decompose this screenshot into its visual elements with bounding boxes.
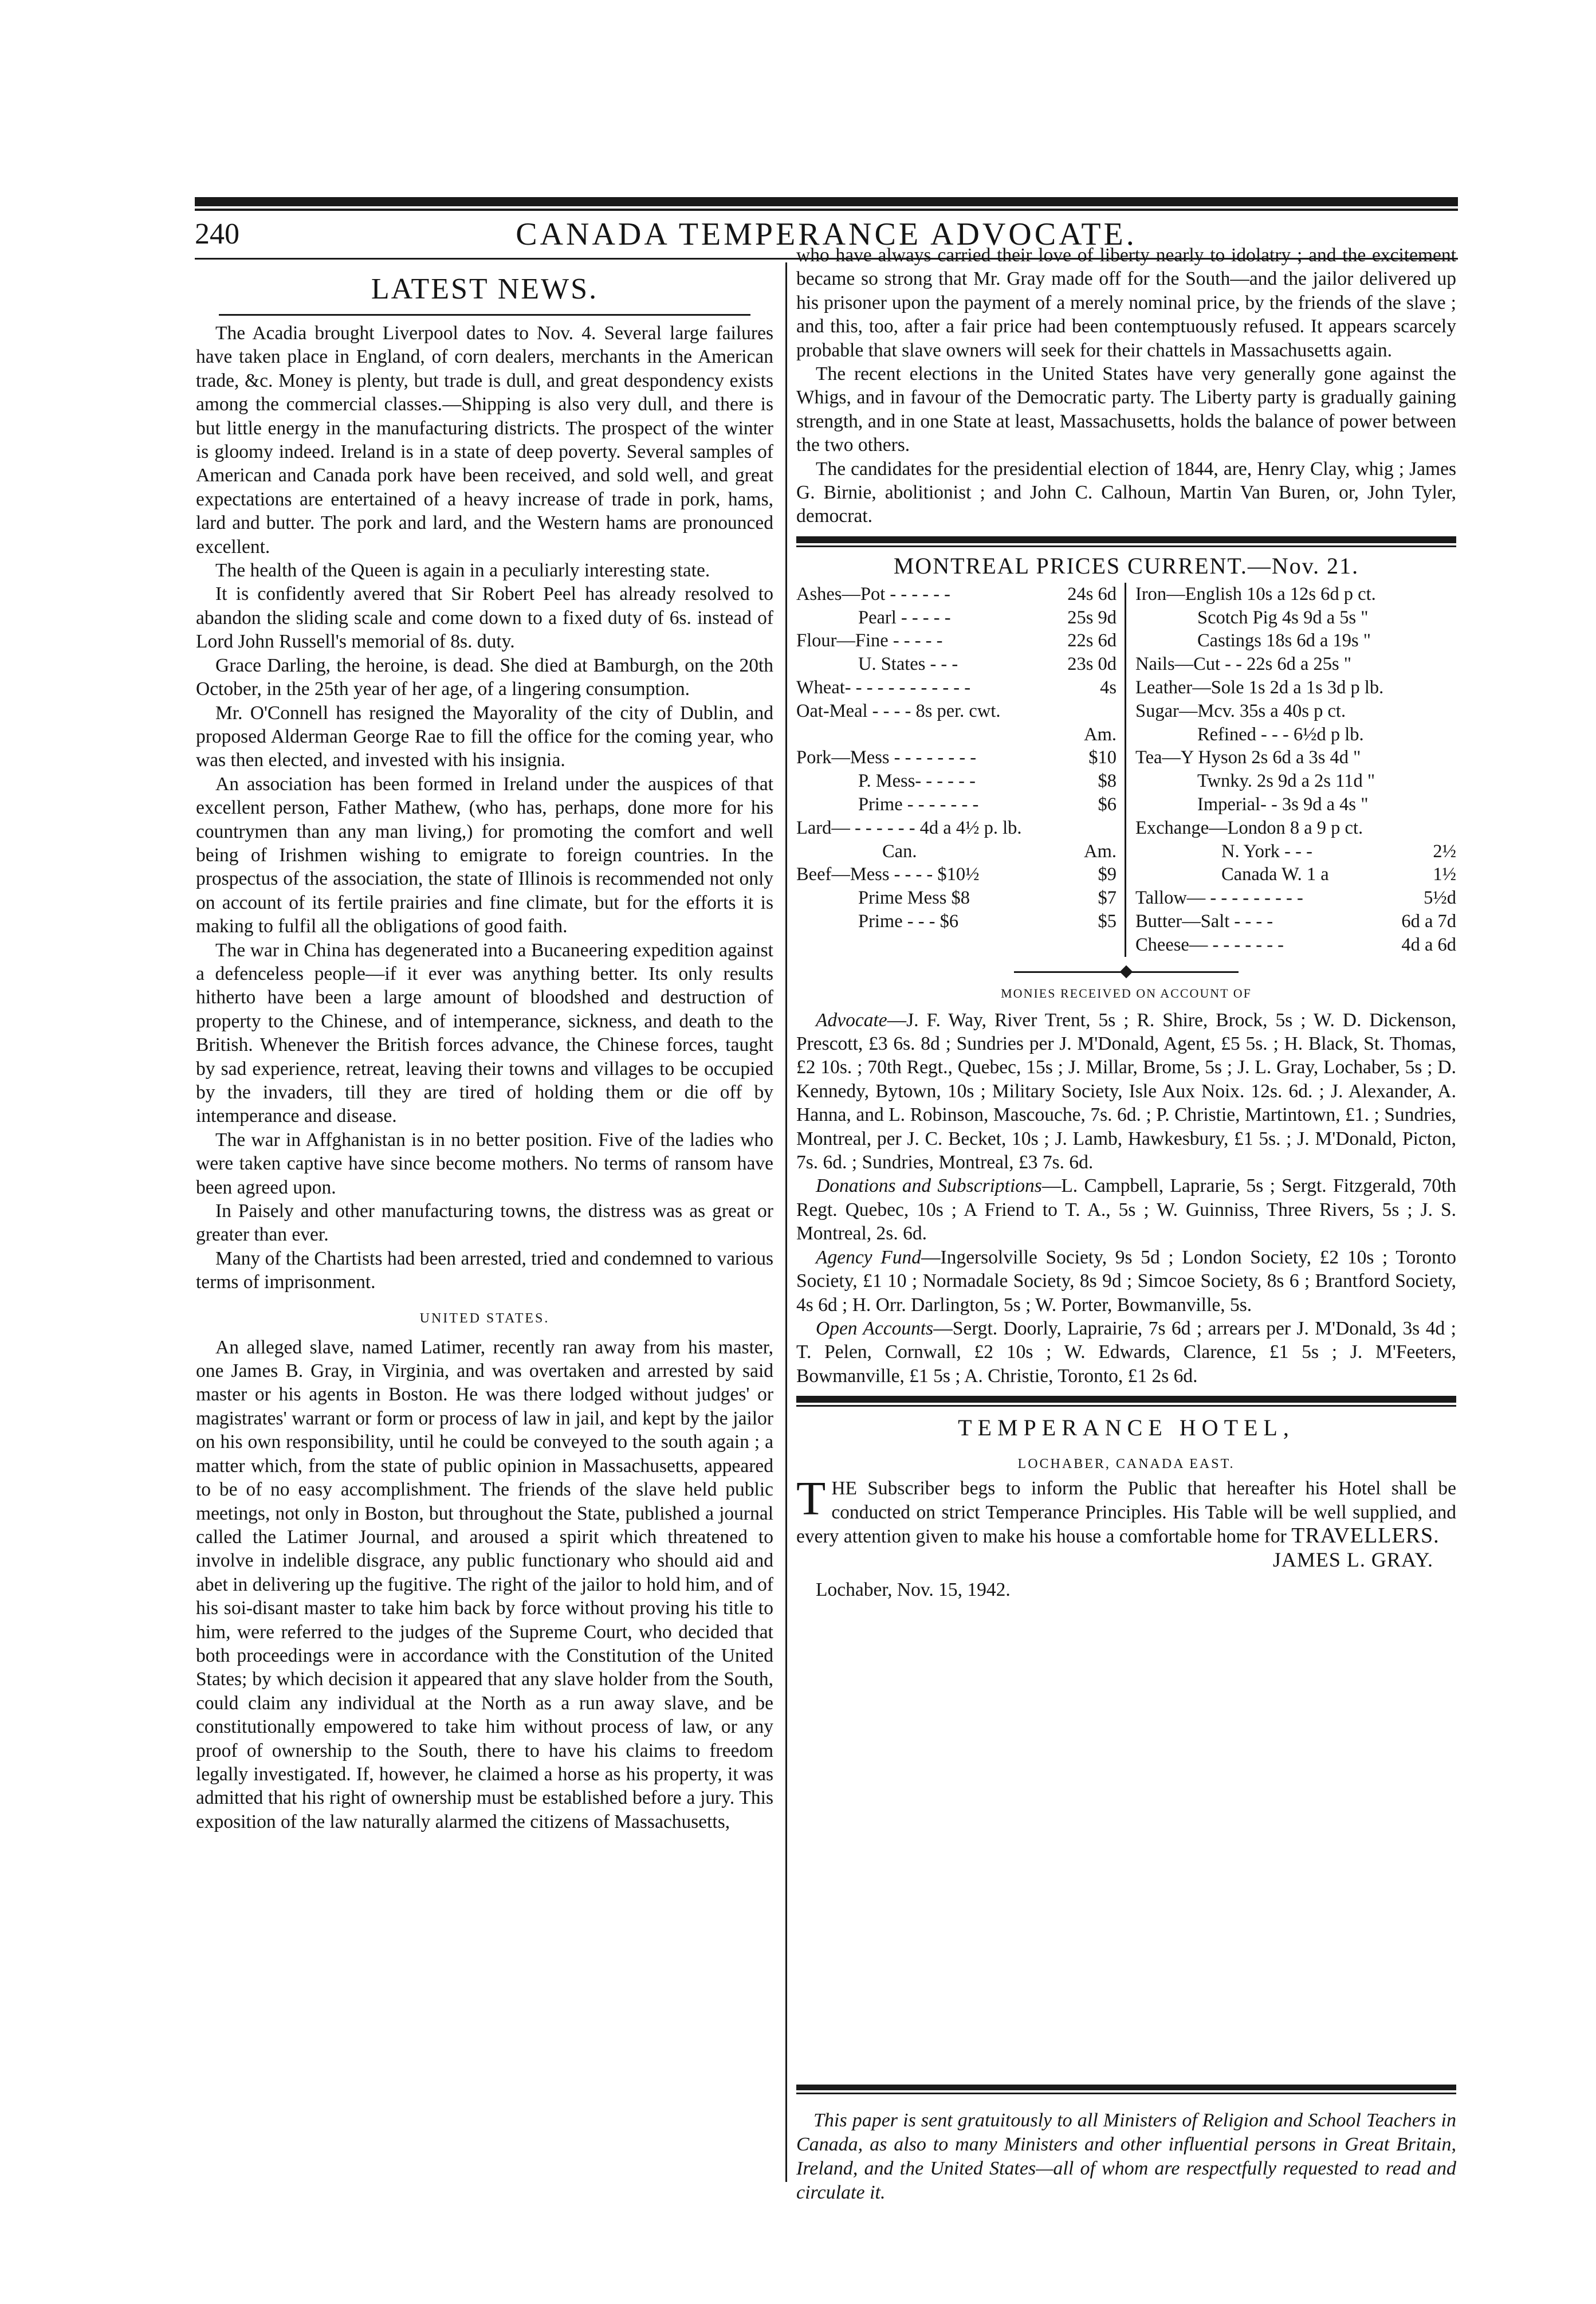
price-label: Pork—Mess - - - - - - - - bbox=[796, 747, 977, 768]
price-label: Tea—Y Hyson 2s 6d a 3s 4d " bbox=[1135, 747, 1361, 768]
column-divider bbox=[785, 262, 787, 2182]
monies-paragraph bbox=[796, 1008, 1456, 1175]
price-label: Prime - - - $6 bbox=[858, 911, 959, 932]
price-row bbox=[1135, 886, 1456, 910]
prices-table bbox=[796, 583, 1456, 957]
price-row bbox=[796, 770, 1117, 793]
price-label: Refined - - - 6½d p lb. bbox=[1197, 724, 1364, 745]
monies-text: —Ingersolville Society, 9s 5d ; London Society, £2 10s ; Toronto Society, £1 10 ; Normadale Society, 8s 9d ; Simcoe Society, 8s 6 ; Brantford Society, 4s 6d ; H. Orr. Darlington, 5s ; W. Porter, Bowmanville, 5s. bbox=[796, 1246, 1456, 1316]
price-row bbox=[796, 653, 1117, 676]
hotel-dateline: Lochaber, Nov. 15, 1942. bbox=[816, 1579, 1011, 1600]
price-label: Oat-Meal - - - - 8s per. cwt. bbox=[796, 700, 1001, 721]
hotel-heading: TEMPERANCE HOTEL, bbox=[958, 1415, 1295, 1441]
price-row bbox=[1135, 629, 1456, 653]
price-label: P. Mess- - - - - - bbox=[858, 771, 976, 792]
price-row bbox=[1135, 933, 1456, 957]
price-row bbox=[796, 863, 1117, 886]
section-rule-thin bbox=[796, 545, 1456, 547]
right-column bbox=[796, 244, 1456, 1602]
hotel-text: HE Subscriber begs to inform the Public that hereafter his Hotel shall be conducted on strict Temperance Principles. His Table will be well supplied, and every attention given to make his house a comfortable home for bbox=[796, 1478, 1456, 1547]
prices-right-column bbox=[1126, 583, 1456, 957]
us-paragraph: The candidates for the presidential election of 1844, are, Henry Clay, whig ; James G. Birnie, abolitionist ; and John C. Calhoun, Martin Van Buren, or, John Tyler, democrat. bbox=[796, 458, 1456, 527]
price-row bbox=[1135, 653, 1456, 676]
news-paragraph: The war in China has degenerated into a Bucaneering expedition against a defenceless people—if it ever was anything better. Its only results hitherto have been a large amount of bloodshed and destruction of property to the Chinese, and of intemperance, sickness, and death to the British. Whenever the British forces advance, the Chinese forces, taught by sad experience, retreat, leaving their towns and villages to be occupied by the invaders, till they are tired of holding them or die off by intemperance and disease. bbox=[196, 939, 773, 1127]
latest-news-rule bbox=[219, 314, 750, 316]
price-row bbox=[1135, 770, 1456, 793]
news-paragraph: The health of the Queen is again in a peculiarly interesting state. bbox=[215, 560, 710, 582]
news-paragraph: The Acadia brought Liverpool dates to Nov. 4. Several large failures have taken place in England, of corn dealers, merchants in the American trade, &c. Money is plenty, but trade is dull, and great despondency exists among the commercial classes.—Shipping is also very dull, and there is but little energy in the manufacturing districts. The prospect of the winter is gloomy indeed. Ireland is in a state of deep poverty. Several samples of American and Canada pork have been received, and sold well, and great expectations are entertained of a heavy increase of trade in pork, hams, lard and butter. The pork and lard, and the Western hams are pronounced excellent. bbox=[196, 323, 773, 558]
hotel-advert bbox=[796, 1472, 1456, 1548]
masthead-rule bbox=[195, 197, 1458, 206]
price-label: Imperial- - 3s 9d a 4s " bbox=[1197, 794, 1369, 815]
price-value: Am. bbox=[1084, 841, 1117, 862]
monies-paragraph bbox=[796, 1317, 1456, 1388]
price-row bbox=[796, 793, 1117, 817]
us-paragraph-continued: who have always carried their love of liberty nearly to idolatry ; and the excitement became so strong that Mr. Gray made off for the South—and the jailor delivered up his prisoner upon the payment of a merely nominal price, by the friends of the slave ; and this, too, after a fair price had been contemptuously refused. It appears scarcely probable that slave owners will seek for their chattels in Massachusetts again. bbox=[796, 245, 1456, 361]
price-row bbox=[1135, 793, 1456, 817]
masthead-rule-thin bbox=[195, 209, 1458, 211]
prices-left-column bbox=[796, 583, 1126, 957]
price-label: Prime - - - - - - - bbox=[858, 794, 979, 815]
price-row bbox=[1135, 583, 1456, 606]
price-row bbox=[796, 676, 1117, 700]
price-row bbox=[1135, 700, 1456, 723]
price-label: N. York - - - bbox=[1221, 841, 1312, 862]
price-label: Lard— - - - - - - 4d a 4½ p. lb. bbox=[796, 817, 1022, 838]
price-value: 24s 6d bbox=[1067, 583, 1117, 605]
price-value: $10 bbox=[1088, 747, 1117, 768]
price-value: 4d a 6d bbox=[1401, 934, 1456, 955]
price-label: Ashes—Pot - - - - - - bbox=[796, 583, 950, 605]
monies-paragraph bbox=[796, 1174, 1456, 1245]
us-paragraph: The recent elections in the United States have very generally gone against the Whigs, and in favour of the Democratic party. The Liberty party is gradually gaining strength, and in one State at least, Massachusetts, holds the balance of power between the two others. bbox=[796, 363, 1456, 456]
price-row bbox=[796, 746, 1117, 770]
price-value: 22s 6d bbox=[1067, 630, 1117, 651]
price-row bbox=[1135, 746, 1456, 770]
price-value: $8 bbox=[1098, 771, 1117, 792]
price-row bbox=[1135, 863, 1456, 886]
price-label: Twnky. 2s 9d a 2s 11d " bbox=[1197, 771, 1375, 792]
price-label: Exchange—London 8 a 9 p ct. bbox=[1135, 817, 1363, 838]
price-row bbox=[796, 723, 1117, 747]
price-row bbox=[796, 700, 1117, 723]
price-value: Am. bbox=[1084, 724, 1117, 745]
price-label: Butter—Salt - - - - bbox=[1135, 911, 1273, 932]
price-label: Sugar—Mcv. 35s a 40s p ct. bbox=[1135, 700, 1346, 721]
price-row bbox=[1135, 723, 1456, 747]
price-value: $5 bbox=[1098, 911, 1117, 932]
news-paragraph: Many of the Chartists had been arrested, tried and condemned to various terms of imprisonment. bbox=[196, 1247, 773, 1293]
price-label: Canada W. 1 a bbox=[1221, 864, 1329, 885]
price-row bbox=[1135, 840, 1456, 863]
price-row bbox=[796, 910, 1117, 933]
price-label: Beef—Mess - - - - $10½ bbox=[796, 864, 980, 885]
price-value: 23s 0d bbox=[1067, 654, 1117, 675]
hotel-travellers: TRAVELLERS. bbox=[1291, 1523, 1440, 1548]
price-value: 25s 9d bbox=[1067, 607, 1117, 628]
price-label: Can. bbox=[882, 841, 917, 862]
running-head: CANADA TEMPERANCE ADVOCATE. bbox=[516, 217, 1137, 252]
monies-text: —Sergt. Doorly, Laprairie, 7s 6d ; arrears per J. M'Donald, 3s 4d ; T. Pelen, Cornwall, £2 10s ; W. Edwards, Clarence, £1 5s ; J. M'Feeters, Bowmanville, £1 5s ; A. Christie, Toronto, £1 2s 6d. bbox=[796, 1317, 1456, 1387]
news-paragraph: Grace Darling, the heroine, is dead. She died at Bamburgh, on the 20th October, in the 25th year of her age, of a lingering consumption. bbox=[196, 654, 773, 700]
drop-cap: T bbox=[796, 1472, 826, 1526]
price-label: Iron—English 10s a 12s 6d p ct. bbox=[1135, 583, 1376, 605]
united-states-heading: UNITED STATES. bbox=[419, 1310, 550, 1326]
price-value: $9 bbox=[1098, 864, 1117, 885]
price-value: 1½ bbox=[1433, 864, 1456, 885]
price-value: $6 bbox=[1098, 794, 1117, 815]
monies-paragraph bbox=[796, 1246, 1456, 1317]
price-row bbox=[796, 840, 1117, 863]
price-row bbox=[1135, 676, 1456, 700]
price-label: Wheat- - - - - - - - - - - - bbox=[796, 677, 971, 698]
notice-rule bbox=[796, 2085, 1456, 2094]
price-value: $7 bbox=[1098, 888, 1117, 909]
page-number: 240 bbox=[195, 218, 239, 250]
latest-news-heading: LATEST NEWS. bbox=[371, 273, 599, 305]
price-label: U. States - - - bbox=[858, 654, 958, 675]
price-label: Cheese— - - - - - - - bbox=[1135, 934, 1284, 955]
monies-label: Open Accounts bbox=[816, 1317, 934, 1339]
news-paragraph: An association has been formed in Ireland under the auspices of that excellent person, Father Mathew, (who has, perhaps, done more for his countrymen than any man living,) for promoting the comfort and well being of Irishmen wishing to emigrate to foreign countries. In the prospectus of the association, the state of Illinois is recommended not only on account of its fertile prairies and fine climate, but for the efforts it is making to fulfil all the obligations of good faith. bbox=[196, 773, 773, 937]
price-label: Leather—Sole 1s 2d a 1s 3d p lb. bbox=[1135, 677, 1384, 698]
ornament-divider bbox=[1014, 966, 1239, 978]
price-value: 2½ bbox=[1433, 841, 1456, 862]
prices-heading: MONTREAL PRICES CURRENT.—Nov. 21. bbox=[893, 552, 1359, 579]
us-paragraph: An alleged slave, named Latimer, recently ran away from his master, one James B. Gray, in Virginia, and was overtaken and arrested by said master or his agents in Boston. He was there lodged without judges' or magistrates' warrant or form or process of law in jail, and kept by the jailor on his own responsibility, until he could be conveyed to the south again ; a matter which, from the state of public opinion in Massachusetts, appeared to be of no easy accomplishment. The friends of the slave held public meetings, not only in Boston, but throughout the State, published a journal called the Latimer Journal, and aroused a spirit which threatened to involve in indelible disgrace, any public functionary who should aid and abet in delivering up the fugitive. The right of the jailor to hold him, and of his soi-disant master to take him back by force without proving his title to him, were referred to the judges of the Supreme Court, who decided that both proceedings were in accordance with the Constitution of the United States; by which decision it appeared that any slave holder from the South, could claim any individual at the North as a run away slave, and be constitutionally empowered to take him without process of law, or any proof of ownership to the South, there to have his claims to freedom legally investigated. If, however, he claimed a horse as his property, it was admitted that his right of ownership must be established before a jury. This exposition of the law naturally alarmed the citizens of Massachusetts, bbox=[196, 1336, 773, 1832]
monies-heading: MONIES RECEIVED ON ACCOUNT OF bbox=[1001, 986, 1252, 1000]
monies-text: —L. Campbell, Laprarie, 5s ; Sergt. Fitzgerald, 70th Regt. Quebec, 10s ; A Friend to T. A., 5s ; W. Guinniss, Three Rivers, 5s ; J. S. Montreal, 2s. 6d. bbox=[796, 1175, 1457, 1245]
price-label: Pearl - - - - - bbox=[858, 607, 951, 628]
price-label: Castings 18s 6d a 19s " bbox=[1197, 630, 1371, 651]
price-row bbox=[796, 629, 1117, 653]
price-label: Flour—Fine - - - - - bbox=[796, 630, 943, 651]
distribution-notice: This paper is sent gratuitously to all Ministers of Religion and School Teachers in Canada, as also to many Ministers and other influential persons in Great Britain, Ireland, and the United States—all of whom are respectfully requested to read and circulate it. bbox=[796, 2110, 1456, 2203]
section-rule bbox=[796, 536, 1456, 543]
news-paragraph: It is confidently avered that Sir Robert Peel has already resolved to abandon the sliding scale and come down to a fixed duty of 6s. instead of Lord John Russell's memorial of 8s. duty. bbox=[196, 583, 773, 653]
section-rule-thin bbox=[796, 1405, 1456, 1407]
price-label: Prime Mess $8 bbox=[858, 888, 970, 909]
price-value: 6d a 7d bbox=[1401, 911, 1456, 932]
monies-label: Agency Fund bbox=[816, 1246, 921, 1268]
section-rule bbox=[796, 1396, 1456, 1403]
price-row bbox=[796, 886, 1117, 910]
news-paragraph: Mr. O'Connell has resigned the Mayorality of the city of Dublin, and proposed Alderman George Rae to fill the office for the coming year, who was then elected, and invested with his insignia. bbox=[196, 702, 773, 771]
price-row bbox=[1135, 817, 1456, 840]
monies-label: Donations and Subscriptions bbox=[816, 1175, 1042, 1197]
hotel-subheading: LOCHABER, CANADA EAST. bbox=[1017, 1457, 1235, 1472]
price-row bbox=[796, 583, 1117, 606]
price-row bbox=[796, 606, 1117, 630]
news-paragraph: In Paisely and other manufacturing towns, the distress was as great or greater than ever. bbox=[196, 1200, 773, 1246]
price-label: Nails—Cut - - 22s 6d a 25s " bbox=[1135, 654, 1352, 675]
price-row bbox=[1135, 606, 1456, 630]
price-label: Scotch Pig 4s 9d a 5s " bbox=[1197, 607, 1369, 628]
price-row bbox=[796, 817, 1117, 840]
news-paragraph: The war in Affghanistan is in no better position. Five of the ladies who were taken captive have since become mothers. No terms of ransom have been agreed upon. bbox=[196, 1129, 773, 1198]
price-value: 4s bbox=[1100, 677, 1117, 698]
monies-label: Advocate bbox=[816, 1009, 887, 1031]
price-value: 5½d bbox=[1424, 888, 1456, 909]
left-column bbox=[196, 268, 773, 1834]
price-row bbox=[1135, 910, 1456, 933]
price-label: Tallow— - - - - - - - - - bbox=[1135, 888, 1303, 909]
hotel-signature: JAMES L. GRAY. bbox=[1272, 1548, 1433, 1572]
monies-text: —J. F. Way, River Trent, 5s ; R. Shire, Brock, 5s ; W. D. Dickenson, Prescott, £3 6s. 8d ; Sundries per J. M'Donald, Agent, £5 5s. ; H. Black, St. Thomas, £2 10s. ; 70th Regt., Quebec, 15s ; J. Millar, Brome, 5s ; J. L. Gray, Lochaber, 5s ; D. Kennedy, Bytown, 10s ; Military Society, Isle Aux Noix. 12s. 6d. ; J. Alexander, A. Hanna, and L. Robinson, Mascouche, 7s. 6d. ; P. Christie, Martintown, £1. ; Sundries, Montreal, per J. C. Becket, 10s ; J. Lamb, Hawkesbury, £1 5s. ; J. M'Donald, Picton, 7s. 6d. ; Sundries, Montreal, £3 7s. 6d. bbox=[796, 1009, 1456, 1173]
